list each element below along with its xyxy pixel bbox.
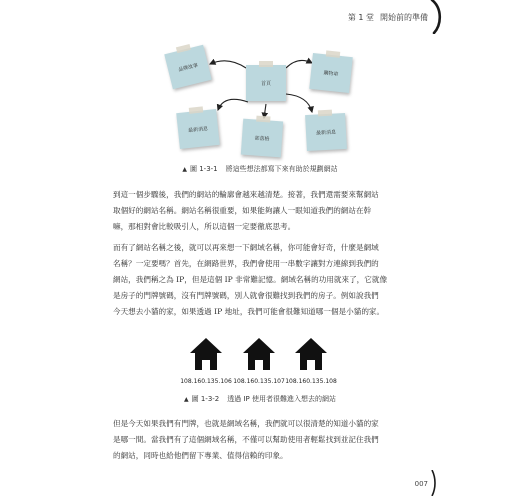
- note-label: 購物車: [323, 69, 339, 78]
- text-line: 是房子的門牌號碼，沒有門牌號碼，別人就會很難找到我們的房子。例如說我們: [113, 291, 379, 300]
- text-line: 網站，我們稱之為 IP，但是這個 IP 非常難記憶。網域名稱的功用就來了，它就像: [113, 275, 388, 284]
- note-latest: [305, 113, 347, 151]
- site-plan-diagram: [0, 0, 520, 165]
- note-label: 首頁: [260, 80, 271, 87]
- caption-number: 圖 1-3-2: [191, 395, 220, 403]
- note-home: [246, 65, 286, 101]
- note-label: 品牌故事: [177, 62, 199, 73]
- chapter-title: 開始前的準備: [380, 13, 428, 22]
- paragraph-2: [113, 240, 413, 320]
- text-line: 的網站，同時也給他們留下專業、值得信賴的印象。: [113, 451, 288, 460]
- text-line: 是哪一間。當我們有了這個網域名稱，不僅可以幫助使用者輕鬆找到並記住我們: [113, 435, 379, 444]
- chapter-label: 第 1 堂: [347, 13, 374, 22]
- text-line: 但是今天如果我們有門牌，也就是網域名稱，我們就可以很清楚的知道小貓的家: [113, 419, 379, 428]
- text-line: 名稱？一定要嗎？首先，在網路世界，我們會使用一串數字讓對方連線到我們的: [113, 259, 379, 268]
- arrow-home-to-shop: [286, 60, 312, 68]
- note-label: 最新消息: [315, 128, 337, 137]
- text-line: 而有了網站名稱之後，就可以再來想一下網域名稱，你可能會好奇，什麼是網域: [113, 243, 379, 252]
- note-label: 部落格: [254, 134, 270, 143]
- triangle-icon: ▲: [182, 166, 187, 173]
- tape-strip: [256, 116, 270, 123]
- arrow-home-to-brand-story: [210, 61, 246, 68]
- paragraph-1: [113, 187, 413, 235]
- text-line: 到這一個步驟後，我們的網站的輪廓會越來越清楚。接著，我們還需要來幫網站: [113, 190, 379, 199]
- text-line: 今天想去小貓的家，如果透過 IP 地址，我們可能會很難知道哪一個是小貓的家。: [113, 307, 385, 316]
- caption-number: 圖 1-3-1: [189, 165, 218, 173]
- paragraph-3: [113, 416, 413, 464]
- tape-strip: [259, 61, 273, 67]
- note-shop: [309, 53, 353, 93]
- note-label: 最新消息: [187, 125, 209, 134]
- figure-caption-2: [0, 394, 520, 404]
- caption-title: 透過 IP 使用者很難進入想去的網站: [227, 395, 336, 403]
- note-blog: [241, 119, 283, 158]
- house-icon: [189, 337, 223, 371]
- ip-address-label: 108.160.135.108: [285, 378, 337, 385]
- tape-strip: [326, 50, 341, 57]
- triangle-icon: ▲: [183, 396, 189, 403]
- caption-title: 將這些想法都寫下來有助於規劃網站: [225, 165, 338, 173]
- house-icon: [294, 337, 328, 371]
- tape-strip: [189, 106, 204, 113]
- tape-strip: [318, 110, 332, 117]
- text-line: 取個好的網站名稱。網站名稱很重要，如果能夠讓人一眼知道我們的網站在幹: [113, 206, 372, 215]
- page-number: 007: [414, 480, 428, 488]
- ip-address-label: 108.160.135.107: [233, 378, 285, 385]
- figure-caption-1: [0, 164, 520, 174]
- ip-address-label: 108.160.135.106: [180, 378, 232, 385]
- arrow-home-to-news: [218, 99, 248, 110]
- arrow-home-to-latest: [286, 94, 312, 112]
- text-line: 嘛，那相對會比較吸引人，所以這個一定要徹底思考。: [113, 222, 296, 231]
- house-icon: [242, 337, 276, 371]
- footer-curve-decoration: [430, 470, 438, 496]
- note-news: [176, 109, 220, 149]
